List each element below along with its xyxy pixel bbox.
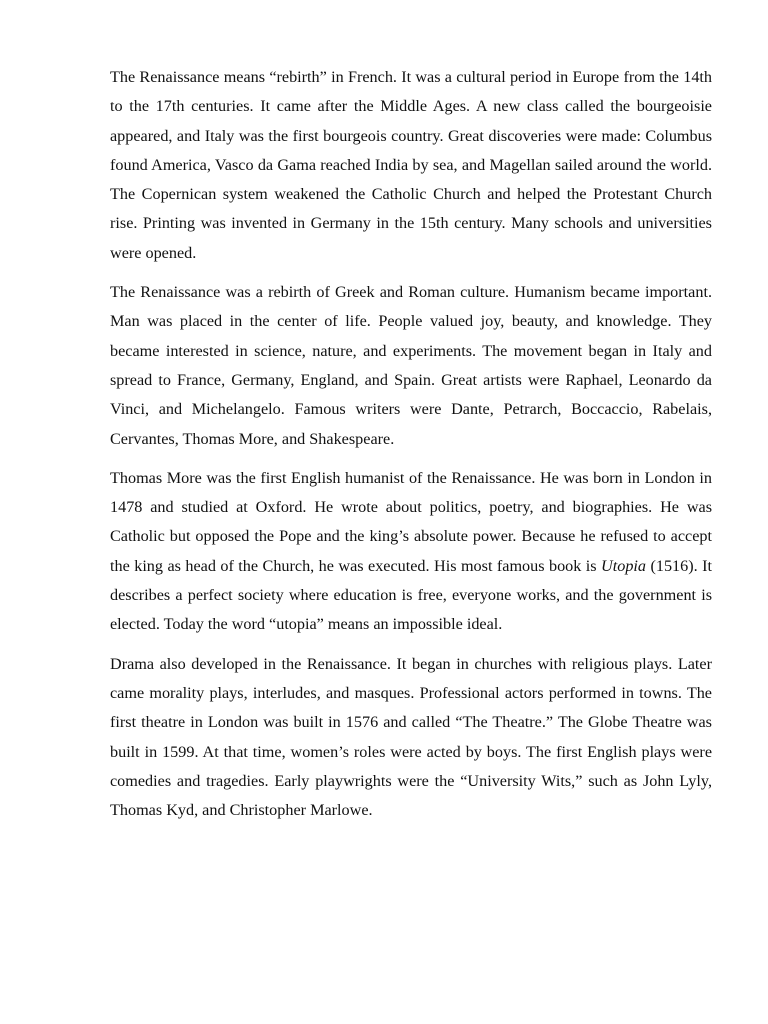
thomas-more-text-start: Thomas More was the first English humanist of the Renaissance. He was born in London in 1478 and studied at Oxford. He wrote about politics, poetry, and biographies. He was Catholic but opposed the Pope and the king’s absolute power. Because he refused to accept the king as head of the Church, he was executed. His most famous book is <box>110 468 712 575</box>
paragraph-humanism: The Renaissance was a rebirth of Greek and Roman culture. Humanism became important. Man was placed in the center of life. People valued joy, beauty, and knowledge. They became interested in science, nature, and experiments. The movement began in Italy and spread to France, Germany, England, and Spain. Great artists were Raphael, Leonardo da Vinci, and Michelangelo. Famous writers were Dante, Petrarch, Boccaccio, Rabelais, Cervantes, Thomas More, and Shakespeare. <box>110 283 712 448</box>
thomas-more-text-end: (1516). It describes a perfect society where education is free, everyone works, and the government is elected. Today the word “utopia” means an impossible ideal. <box>110 556 712 634</box>
document-body <box>110 63 712 835</box>
paragraph-drama: Drama also developed in the Renaissance. It began in churches with religious plays. Later came morality plays, interludes, and masques. Professional actors performed in towns. The first theatre in London was built in 1576 and called “The Theatre.” The Globe Theatre was built in 1599. At that time, women’s roles were acted by boys. The first English plays were comedies and tragedies. Early playwrights were the “University Wits,” such as John Lyly, Thomas Kyd, and Christopher Marlowe. <box>110 654 712 820</box>
utopia-title: Utopia <box>601 556 647 575</box>
paragraph-thomas-more <box>110 464 712 640</box>
paragraph-renaissance-intro: The Renaissance means “rebirth” in French. It was a cultural period in Europe from the 14th to the 17th centuries. It came after the Middle Ages. A new class called the bourgeoisie appeared, and Italy was the first bourgeois country. Great discoveries were made: Columbus found America, Vasco da Gama reached India by sea, and Magellan sailed around the world. The Copernican system weakened the Catholic Church and helped the Protestant Church rise. Printing was invented in Germany in the 15th century. Many schools and universities were opened. <box>110 68 712 262</box>
